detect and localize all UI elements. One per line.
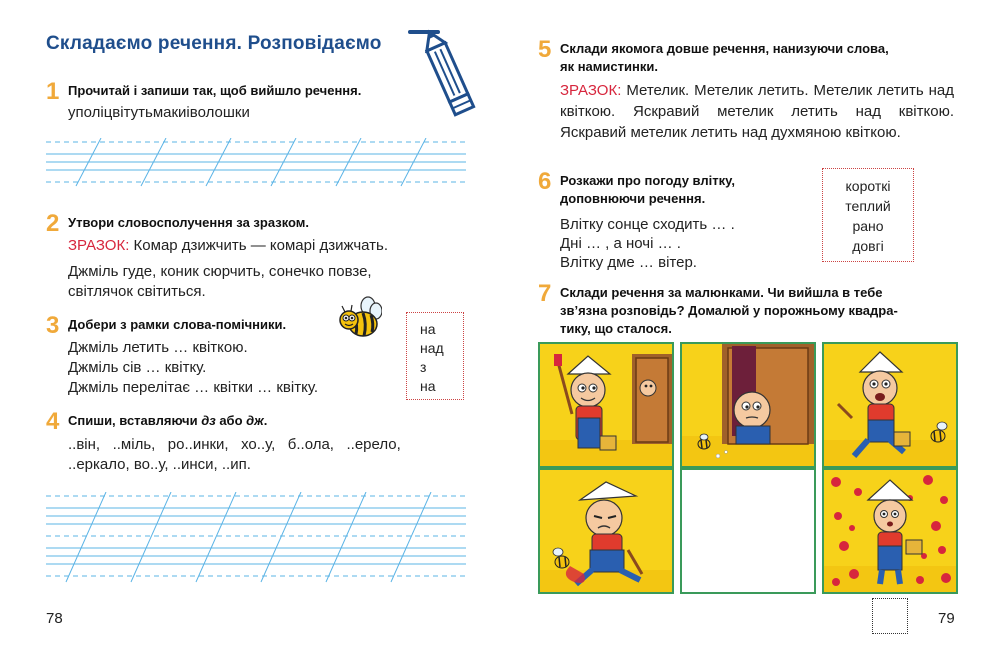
comic-panel-6 (822, 468, 958, 594)
task-heading: доповнюючи речення. (560, 191, 706, 206)
example-paragraph (560, 80, 954, 143)
page-title: Складаємо речення. Розповідаємо (46, 33, 382, 54)
task-text: світлячок світиться. (68, 283, 206, 300)
right-page (500, 0, 1000, 650)
empty-dotted-square (872, 598, 908, 634)
task-number: 5 (538, 36, 552, 63)
word-box-item: рано (852, 218, 884, 234)
heading-part: . (263, 413, 268, 428)
word-box-item: на (420, 378, 436, 394)
task-number: 4 (46, 408, 60, 435)
task-text: ..еркало, во..у, ..инси, ..ип. (68, 456, 251, 473)
task-heading: як намистинки. (560, 59, 658, 74)
bee-icon (336, 296, 382, 340)
comic-panel-1 (538, 342, 674, 468)
example-text: Метелик. Метелик летить. Метелик летить над квіткою. Яскравий метелик летить над квіткою. Яскравий метелик летить над духмяною квіткою. (560, 82, 954, 141)
word-box (822, 168, 914, 262)
task-number: 7 (538, 280, 552, 307)
heading-part: Спиши, вставляючи (68, 413, 202, 428)
example-label: ЗРАЗОК: (560, 82, 622, 99)
word-box-item: над (420, 340, 444, 356)
comic-panel-3 (822, 342, 958, 468)
heading-part: або (215, 413, 247, 428)
word-box-item: на (420, 321, 436, 337)
task-number: 1 (46, 78, 60, 105)
page-number: 79 (938, 610, 955, 627)
task-heading: тику, що сталося. (560, 321, 672, 336)
word-box (406, 312, 464, 400)
example-label: ЗРАЗОК: (68, 237, 130, 254)
task-text: ..він, ..міль, ро..инки, хо..у, б..ола, ..ерело, (68, 436, 401, 453)
task-text: Джміль летить … квіткою. (68, 339, 248, 356)
task-text: Джміль гуде, коник сюрчить, сонечко повзе, (68, 263, 372, 280)
page-number: 78 (46, 610, 63, 627)
task-text: Влітку сонце сходить … . (560, 216, 735, 233)
writing-lines (46, 138, 466, 188)
task-heading: Прочитай і запиши так, щоб вийшло речення. (68, 83, 362, 98)
task-heading: Утвори словосполучення за зразком. (68, 215, 310, 230)
word-box-item: з (420, 359, 427, 375)
task-text: Влітку дме … вітер. (560, 254, 697, 271)
task-text: Джміль сів … квітку. (68, 359, 207, 376)
comic-panel-2 (680, 342, 816, 468)
heading-part: дж (246, 413, 264, 428)
task-heading: Розкажи про погоду влітку, (560, 173, 735, 188)
task-heading: зв’язна розповідь? Домалюй у порожньому квадра- (560, 303, 898, 318)
task-number: 3 (46, 312, 60, 339)
comic-panel-5-empty (680, 468, 816, 594)
task-number: 6 (538, 168, 552, 195)
task-text: уполіцвітутьмакиіволошки (68, 104, 250, 121)
writing-lines (46, 492, 466, 584)
example-text: Комар дзижчить — комарі дзижчать. (133, 237, 389, 254)
word-box-item: короткі (845, 178, 891, 194)
example-line (68, 235, 388, 256)
task-number: 2 (46, 210, 60, 237)
task-heading: Склади речення за малюнками. Чи вийшла в тебе (560, 285, 883, 300)
task-heading: Добери з рамки слова-помічники. (68, 317, 287, 332)
word-box-item: довгі (852, 238, 884, 254)
task-heading: Склади якомога довше речення, нанизуючи слова, (560, 41, 889, 56)
task-text: Дні … , а ночі … . (560, 235, 681, 252)
comic-panel-4 (538, 468, 674, 594)
word-box-item: теплий (845, 198, 891, 214)
pencil-icon (404, 26, 494, 130)
task-heading (68, 412, 267, 430)
heading-part: дз (201, 413, 216, 428)
task-text: Джміль перелітає … квітки … квітку. (68, 379, 318, 396)
